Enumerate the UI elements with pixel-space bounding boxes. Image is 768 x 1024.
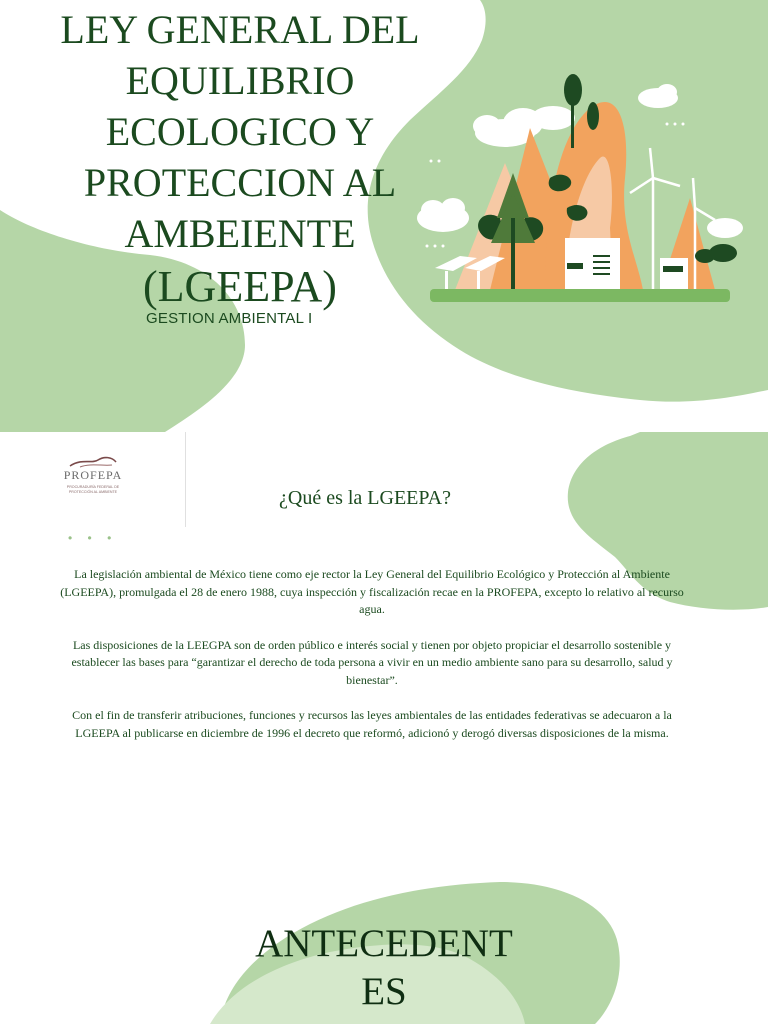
profepa-logo bbox=[52, 454, 134, 502]
slide-antecedentes bbox=[0, 864, 768, 1024]
body-text bbox=[58, 566, 686, 760]
paragraph: La legislación ambiental de México tiene como eje rector la Ley General del Equilibrio Ecológico y Protección al Ambiente (LGEEPA), promulgada el 28 de enero 1988, cuya inspección y fiscalización recae en la PROFEPA, excepto lo relativo al recurso agua. bbox=[60, 567, 684, 616]
slide-title bbox=[0, 0, 768, 432]
divider bbox=[185, 432, 186, 527]
eco-city-illustration bbox=[405, 68, 745, 308]
antecedentes-title-line: ANTECEDENT bbox=[255, 922, 513, 965]
main-title-line: LEY GENERAL DEL bbox=[60, 7, 420, 52]
paragraph: Las disposiciones de la LEEGPA son de orden público e interés social y tienen por objeto propiciar el desarrollo sostenible y establecer las bases para “garantizar el derecho de toda persona a vivir en un medio ambiente sano para su desarrollo, salud y bienestar”. bbox=[71, 637, 673, 687]
subtitle: GESTION AMBIENTAL I bbox=[146, 310, 313, 327]
main-title-line: EQUILIBRIO bbox=[125, 58, 355, 103]
main-title-line: (LGEEPA) bbox=[143, 262, 337, 311]
dots-decoration: • • • bbox=[68, 531, 118, 545]
paragraph: Con el fin de transferir atribuciones, funciones y recursos las leyes ambientales de las entidades federativas se adecuaron a la LGEEPA al publicarse en diciembre de 1996 el decreto que reformó, adicionó y derogó diversas disposiciones de la misma. bbox=[72, 708, 672, 740]
slide-what-is bbox=[0, 432, 768, 864]
section-heading: ¿Qué es la LGEEPA? bbox=[279, 487, 451, 509]
antecedentes-title-line: ES bbox=[361, 970, 407, 1013]
main-title-line: ECOLOGICO Y bbox=[105, 109, 375, 154]
main-title-line: AMBEIENTE bbox=[124, 211, 356, 256]
main-title bbox=[30, 4, 450, 315]
main-title-line: PROTECCION AL bbox=[83, 160, 397, 205]
profepa-subtitle: PROCURADURÍA FEDERAL DE PROTECCIÓN AL AMBIENTE bbox=[66, 485, 120, 494]
profepa-name: PROFEPA bbox=[63, 468, 123, 482]
antecedentes-title bbox=[215, 920, 553, 1016]
